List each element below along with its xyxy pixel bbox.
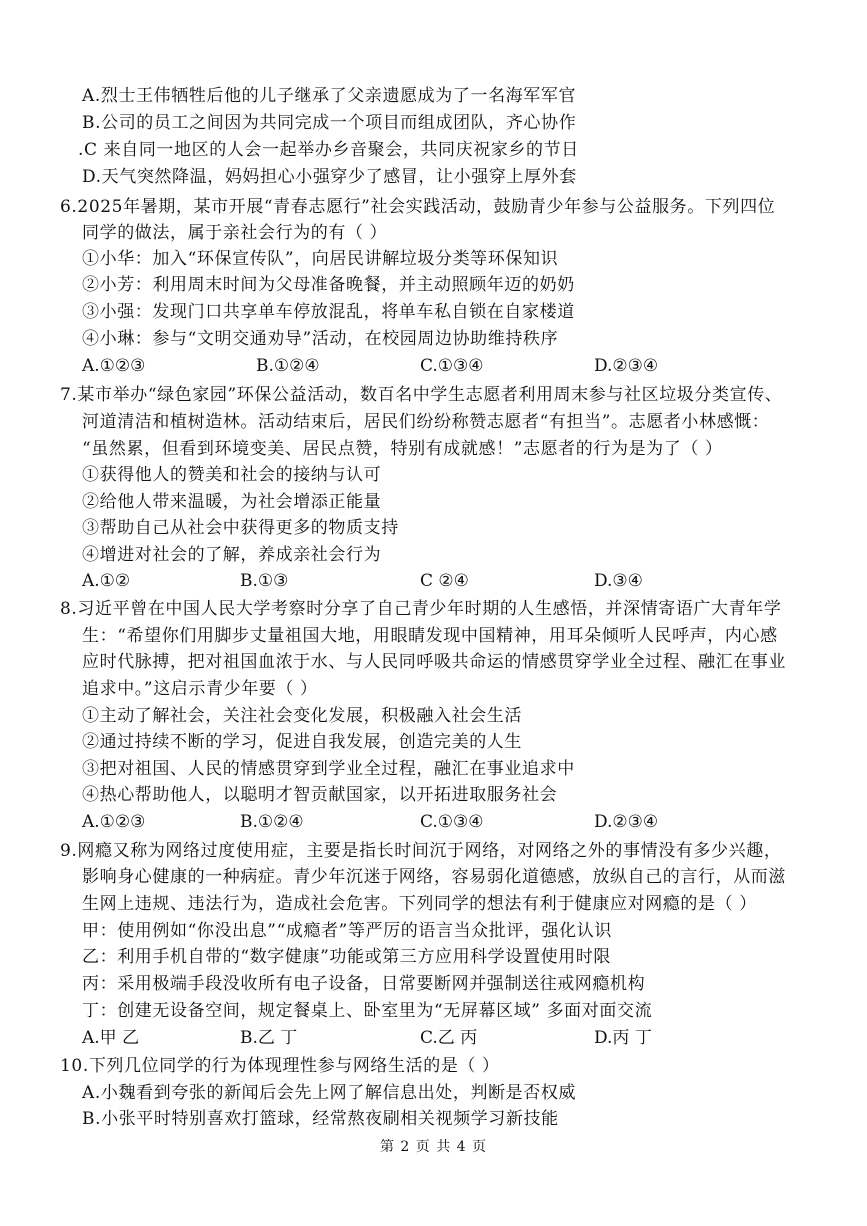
q8-statement-4: ④热心帮助他人，以聪明才智贡献国家，以开拓进取服务社会 — [82, 785, 558, 805]
q9-statement-jia: 甲：使用例如“你没出息”“成瘾者”等严厉的语言当众批评，强化认识 — [82, 921, 612, 941]
q7-stem-line-3: “虽然累，但看到环境变美、居民点赞，特别有成就感！”志愿者的行为是为了（ ） — [82, 439, 723, 459]
q5-option-b: B.公司的员工之间因为共同完成一个项目而组成团队，齐心协作 — [82, 113, 577, 133]
q10-option-a: A.小魏看到夸张的新闻后会先上网了解信息出处，判断是否权威 — [82, 1083, 577, 1103]
q7-statement-1: ①获得他人的赞美和社会的接纳与认可 — [82, 465, 382, 485]
q7-statement-3: ③帮助自己从社会中获得更多的物质支持 — [82, 518, 399, 538]
q6-statement-2: ②小芳：利用周末时间为父母准备晚餐，并主动照顾年迈的奶奶 — [82, 275, 575, 295]
q7-stem-line-1: 7.某市举办“绿色家园”环保公益活动，数百名中学生志愿者利用周末参与社区垃圾分类宣传、 — [60, 385, 783, 405]
q8-stem-line-1: 8.习近平曾在中国人民大学考察时分享了自己青少年时期的人生感悟，并深情寄语广大青年学 — [60, 599, 782, 619]
q8-statement-2: ②通过持续不断的学习，促进自我发展，创造完美的人生 — [82, 732, 522, 752]
q6-statement-1: ①小华：加入“环保宣传队”，向居民讲解垃圾分类等环保知识 — [82, 249, 559, 269]
q5-option-c: .C 来自同一地区的人会一起举办乡音聚会，共同庆祝家乡的节日 — [78, 140, 579, 160]
q6-choice-d: D.②③④ — [594, 356, 659, 376]
q9-stem-line-1: 9.网瘾又称为网络过度使用症，主要是指长时间沉于网络，对网络之外的事情没有多少兴趣， — [60, 841, 782, 861]
q6-statement-4: ④小琳：参与“文明交通劝导”活动，在校园周边协助维持秩序 — [82, 329, 559, 349]
q8-statement-3: ③把对祖国、人民的情感贯穿到学业全过程，融汇在事业追求中 — [82, 759, 575, 779]
q6-choice-c: C.①③④ — [420, 356, 484, 376]
q9-choice-b: B.乙 丁 — [240, 1028, 298, 1048]
q9-stem-line-3: 生网上违规、违法行为，造成社会危害。下列同学的想法有利于健康应对网瘾的是（ ） — [82, 894, 757, 914]
q6-stem-line-2: 同学的做法，属于亲社会行为的有（ ） — [82, 223, 388, 243]
q8-choice-a: A.①②③ — [82, 812, 146, 832]
q9-statement-bing: 丙：采用极端手段没收所有电子设备，日常要断网并强制送往戒网瘾机构 — [82, 974, 646, 994]
q9-statement-ding: 丁：创建无设备空间，规定餐桌上、卧室里为“无屏幕区域” 多面对面交流 — [82, 1001, 653, 1021]
q9-choice-d: D.丙 丁 — [594, 1028, 652, 1048]
q8-stem-line-3: 应时代脉搏，把对祖国血浓于水、与人民同呼吸共命运的情感贯穿学业全过程、融汇在事业 — [82, 652, 786, 672]
q6-choice-b: B.①②④ — [256, 356, 320, 376]
q7-choice-d: D.③④ — [594, 571, 643, 591]
q8-choice-d: D.②③④ — [594, 812, 659, 832]
q7-statement-4: ④增进对社会的了解，养成亲社会行为 — [82, 545, 382, 565]
q7-choice-a: A.①② — [82, 571, 131, 591]
q9-stem-line-2: 影响身心健康的一种病症。青少年沉迷于网络，容易弱化道德感，放纵自己的言行，从而滋 — [82, 867, 786, 887]
q8-choice-b: B.①②④ — [240, 812, 304, 832]
q9-statement-yi: 乙：利用手机自带的“数字健康”功能或第三方应用科学设置使用时限 — [82, 947, 611, 967]
q9-choice-a: A.甲 乙 — [82, 1028, 140, 1048]
q7-choice-c: C ②④ — [420, 571, 469, 591]
q6-statement-3: ③小强：发现门口共享单车停放混乱，将单车私自锁在自家楼道 — [82, 302, 575, 322]
q7-statement-2: ②给他人带来温暖，为社会增添正能量 — [82, 492, 382, 512]
q10-option-b: B.小张平时特别喜欢打篮球，经常熬夜刷相关视频学习新技能 — [82, 1109, 559, 1129]
q8-stem-line-2: 生：“希望你们用脚步丈量祖国大地，用眼睛发现中国精神，用耳朵倾听人民呼声，内心感 — [82, 626, 778, 646]
q8-statement-1: ①主动了解社会，关注社会变化发展，积极融入社会生活 — [82, 706, 522, 726]
q7-stem-line-2: 河道清洁和植树造林。活动结束后，居民们纷纷称赞志愿者“有担当”。志愿者小林感慨： — [82, 412, 770, 432]
q5-option-d: D.天气突然降温，妈妈担心小强穿少了感冒，让小强穿上厚外套 — [82, 167, 577, 187]
q5-option-a: A.烈士王伟牺牲后他的儿子继承了父亲遗愿成为了一名海军军官 — [82, 86, 577, 106]
q7-choice-b: B.①③ — [240, 571, 289, 591]
page-footer: 第 2 页 共 4 页 — [379, 1139, 488, 1155]
q10-stem: 10.下列几位同学的行为体现理性参与网络生活的是（ ） — [60, 1056, 500, 1076]
q6-choice-a: A.①②③ — [82, 356, 146, 376]
q9-choice-c: C.乙 丙 — [420, 1028, 478, 1048]
q8-stem-line-4: 追求中。”这启示青少年要（ ） — [82, 679, 318, 699]
q6-stem-line-1: 6.2025年暑期，某市开展“青春志愿行”社会实践活动，鼓励青少年参与公益服务。下列四位 — [60, 197, 776, 217]
q8-choice-c: C.①③④ — [420, 812, 484, 832]
